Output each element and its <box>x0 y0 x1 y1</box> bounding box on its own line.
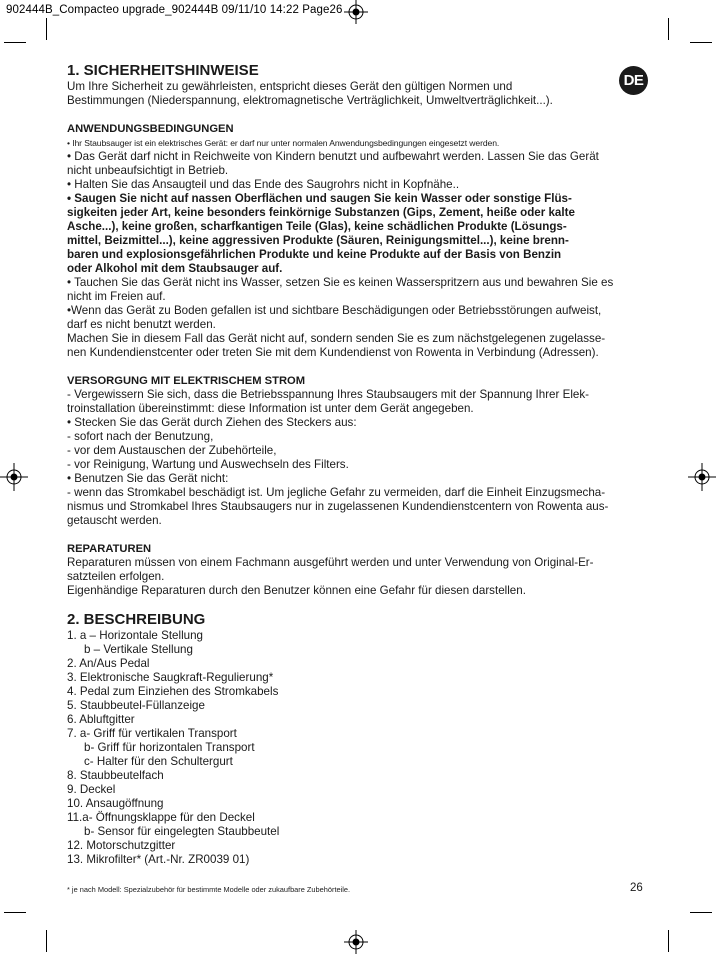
description-item: 6. Abluftgitter <box>67 713 135 726</box>
description-item: 9. Deckel <box>67 783 116 796</box>
usage-line: nen Kundendienstcenter oder treten Sie mit dem Kundendienst von Rowenta in Verbindung (Adressen). <box>67 346 599 359</box>
usage-line: • Halten Sie das Ansaugteil und das Ende des Saugrohrs nicht in Kopfnähe.. <box>67 178 460 191</box>
description-item: b – Vertikale Stellung <box>84 643 193 656</box>
usage-line: • Das Gerät darf nicht in Reichweite von Kindern benutzt und aufbewahrt werden. Lassen Sie das Gerät <box>67 150 599 163</box>
power-line: nismus und Stromkabel Ihres Staubsaugers nur in zugelassenen Kundendienstcentern von Rowenta aus- <box>67 500 609 513</box>
description-item: 2. An/Aus Pedal <box>67 657 150 670</box>
warning-line: oder Alkohol mit dem Staubsauger auf. <box>67 262 283 275</box>
warning-line: Asche...), keine großen, scharfkantigen Teile (Glas), keine schädlichen Produkte (Lösungs- <box>67 220 567 233</box>
heading-power-supply: VERSORGUNG MIT ELEKTRISCHEM STROM <box>67 375 306 387</box>
registration-mark-bottom <box>342 930 370 954</box>
section-title-safety: 1. SICHERHEITSHINWEISE <box>67 62 259 79</box>
repairs-line: Reparaturen müssen von einem Fachmann ausgeführt werden und unter Verwendung von Original-Er- <box>67 556 594 569</box>
power-line: - vor dem Austauschen der Zubehörteile, <box>67 444 277 457</box>
registration-mark-right <box>688 463 716 491</box>
warning-line: baren und explosionsgefährlichen Produkte und keine Produkte auf der Basis von Benzin <box>67 248 562 261</box>
page-content <box>67 62 649 867</box>
heading-usage-conditions: ANWENDUNGSBEDINGUNGEN <box>67 123 234 135</box>
repairs-line: Eigenhändige Reparaturen durch den Benutzer können eine Gefahr für diesen darstellen. <box>67 584 526 597</box>
description-item: 12. Motorschutzgitter <box>67 839 176 852</box>
description-item: 10. Ansaugöffnung <box>67 797 164 810</box>
print-slug: 902444B_Compacteo upgrade_902444B 09/11/10 14:22 Page26 <box>6 4 343 16</box>
warning-line: sigkeiten jeder Art, keine besonders feinkörnige Substanzen (Gips, Zement, heiße oder kalte <box>67 206 575 219</box>
power-line: troinstallation übereinstimmt: diese Information ist unter dem Gerät angegeben. <box>67 402 474 415</box>
description-item: 7. a- Griff für vertikalen Transport <box>67 727 237 740</box>
usage-line: •Wenn das Gerät zu Boden gefallen ist und sichtbare Beschädigungen oder Betriebsstörungen aufweist, <box>67 304 602 317</box>
usage-small-line: • Ihr Staubsauger ist ein elektrisches Gerät: er darf nur unter normalen Anwendungsbedingungen eingesetzt werden. <box>67 138 500 148</box>
usage-line: nicht unbeaufsichtigt in Betrieb. <box>67 164 229 177</box>
description-item: 1. a – Horizontale Stellung <box>67 629 203 642</box>
section-title-description: 2. BESCHREIBUNG <box>67 611 206 628</box>
description-item: 13. Mikrofilter* (Art.-Nr. ZR0039 01) <box>67 853 250 866</box>
warning-line: • Saugen Sie nicht auf nassen Oberflächen und saugen Sie kein Wasser oder sonstige Flüs- <box>67 192 572 205</box>
language-badge: DE <box>619 66 648 95</box>
warning-line: mittel, Beizmittel...), keine aggressiven Produkte (Säuren, Reinigungsmittel...), keine brenn- <box>67 234 569 247</box>
description-item: 5. Staubbeutel-Füllanzeige <box>67 699 205 712</box>
description-item: 3. Elektronische Saugkraft-Regulierung* <box>67 671 274 684</box>
power-line: - vor Reinigung, Wartung und Auswechseln des Filters. <box>67 458 349 471</box>
description-item: c- Halter für den Schultergurt <box>84 755 233 768</box>
usage-line: nicht im Freien auf. <box>67 290 166 303</box>
page-number: 26 <box>630 882 643 894</box>
repairs-line: satzteilen erfolgen. <box>67 570 165 583</box>
footnote: * je nach Modell: Spezialzubehör für bestimmte Modelle oder zukaufbare Zubehörteile. <box>67 885 351 894</box>
description-list <box>67 629 649 867</box>
description-item: 11.a- Öffnungsklappe für den Deckel <box>67 811 255 824</box>
registration-mark-left <box>0 463 28 491</box>
description-item: 8. Staubbeutelfach <box>67 769 164 782</box>
heading-repairs: REPARATUREN <box>67 543 152 555</box>
description-item: b- Griff für horizontalen Transport <box>84 741 255 754</box>
usage-line: darf es nicht benutzt werden. <box>67 318 216 331</box>
power-line: • Benutzen Sie das Gerät nicht: <box>67 472 229 485</box>
usage-line: • Tauchen Sie das Gerät nicht ins Wasser, setzen Sie es keinen Wasserspritzern aus und bewahren Sie es <box>67 276 614 289</box>
power-line: - wenn das Stromkabel beschädigt ist. Um jegliche Gefahr zu vermeiden, darf die Einheit Einzugsmecha- <box>67 486 606 499</box>
power-line: getauscht werden. <box>67 514 162 527</box>
power-line: • Stecken Sie das Gerät durch Ziehen des Steckers aus: <box>67 416 357 429</box>
description-item: 4. Pedal zum Einziehen des Stromkabels <box>67 685 279 698</box>
registration-mark-top <box>342 0 370 26</box>
description-item: b- Sensor für eingelegten Staubbeutel <box>84 825 280 838</box>
power-line: - Vergewissern Sie sich, dass die Betriebsspannung Ihres Staubsaugers mit der Spannung Ihrer Elek- <box>67 388 590 401</box>
intro-line: Bestimmungen (Niederspannung, elektromagnetische Verträglichkeit, Umweltverträglichkeit...). <box>67 94 553 107</box>
usage-line: Machen Sie in diesem Fall das Gerät nicht auf, sondern senden Sie es zum nächstgelegenen zugelasse- <box>67 332 606 345</box>
power-line: - sofort nach der Benutzung, <box>67 430 214 443</box>
intro-line: Um Ihre Sicherheit zu gewährleisten, entspricht dieses Gerät den gültigen Normen und <box>67 80 513 93</box>
